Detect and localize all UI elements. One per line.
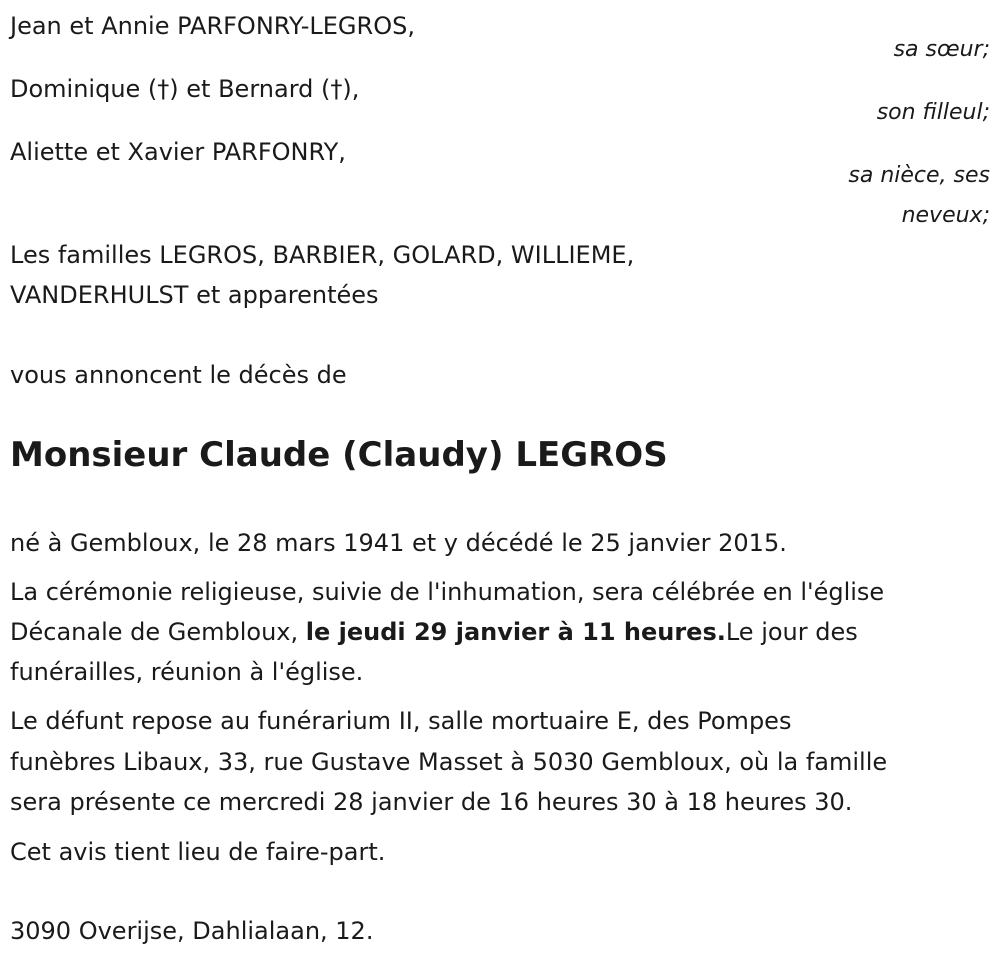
family-line-1: Jean et Annie PARFONRY-LEGROS, bbox=[10, 12, 415, 40]
ceremony-date: le jeudi 29 janvier à 11 heures. bbox=[305, 618, 726, 646]
ceremony-text: Décanale de Gembloux, bbox=[10, 618, 306, 646]
relation-sister: sa sœur; bbox=[893, 37, 990, 62]
cross-icon: † bbox=[330, 75, 343, 103]
ceremony-text: Le jour des bbox=[725, 618, 858, 646]
family-name-part: ), bbox=[342, 75, 360, 103]
deceased-name: Monsieur Claude (Claudy) LEGROS bbox=[10, 435, 668, 475]
repose-line-2: funèbres Libaux, 33, rue Gustave Masset à 5030 Gembloux, où la famille bbox=[10, 748, 888, 776]
ceremony-line-1: La cérémonie religieuse, suivie de l'inhumation, sera célébrée en l'église bbox=[10, 578, 885, 606]
family-name-part: ) et Bernard ( bbox=[169, 75, 331, 103]
relation-godson: son filleul; bbox=[876, 100, 990, 125]
cross-icon: † bbox=[157, 75, 170, 103]
ceremony-line-3: funérailles, réunion à l'église. bbox=[10, 658, 364, 686]
families-line-1: Les familles LEGROS, BARBIER, GOLARD, WILLIEME, bbox=[10, 241, 635, 269]
repose-line-3: sera présente ce mercredi 28 janvier de 16 heures 30 à 18 heures 30. bbox=[10, 788, 853, 816]
address-text: 3090 Overijse, Dahlialaan, 12. bbox=[10, 917, 374, 945]
family-line-2 bbox=[10, 69, 359, 109]
relation-niece-line-1: sa nièce, ses bbox=[848, 163, 990, 188]
ceremony-line-2 bbox=[10, 612, 858, 652]
families-line-2: VANDERHULST et apparentées bbox=[10, 281, 379, 309]
announce-text: vous annoncent le décès de bbox=[10, 361, 347, 389]
family-name-part: Dominique ( bbox=[10, 75, 158, 103]
repose-line-1: Le défunt repose au funérarium II, salle mortuaire E, des Pompes bbox=[10, 707, 792, 735]
birth-death-text: né à Gembloux, le 28 mars 1941 et y décédé le 25 janvier 2015. bbox=[10, 529, 787, 557]
notice-text: Cet avis tient lieu de faire-part. bbox=[10, 838, 386, 866]
relation-niece-line-2: neveux; bbox=[901, 203, 990, 228]
family-line-3: Aliette et Xavier PARFONRY, bbox=[10, 138, 346, 166]
